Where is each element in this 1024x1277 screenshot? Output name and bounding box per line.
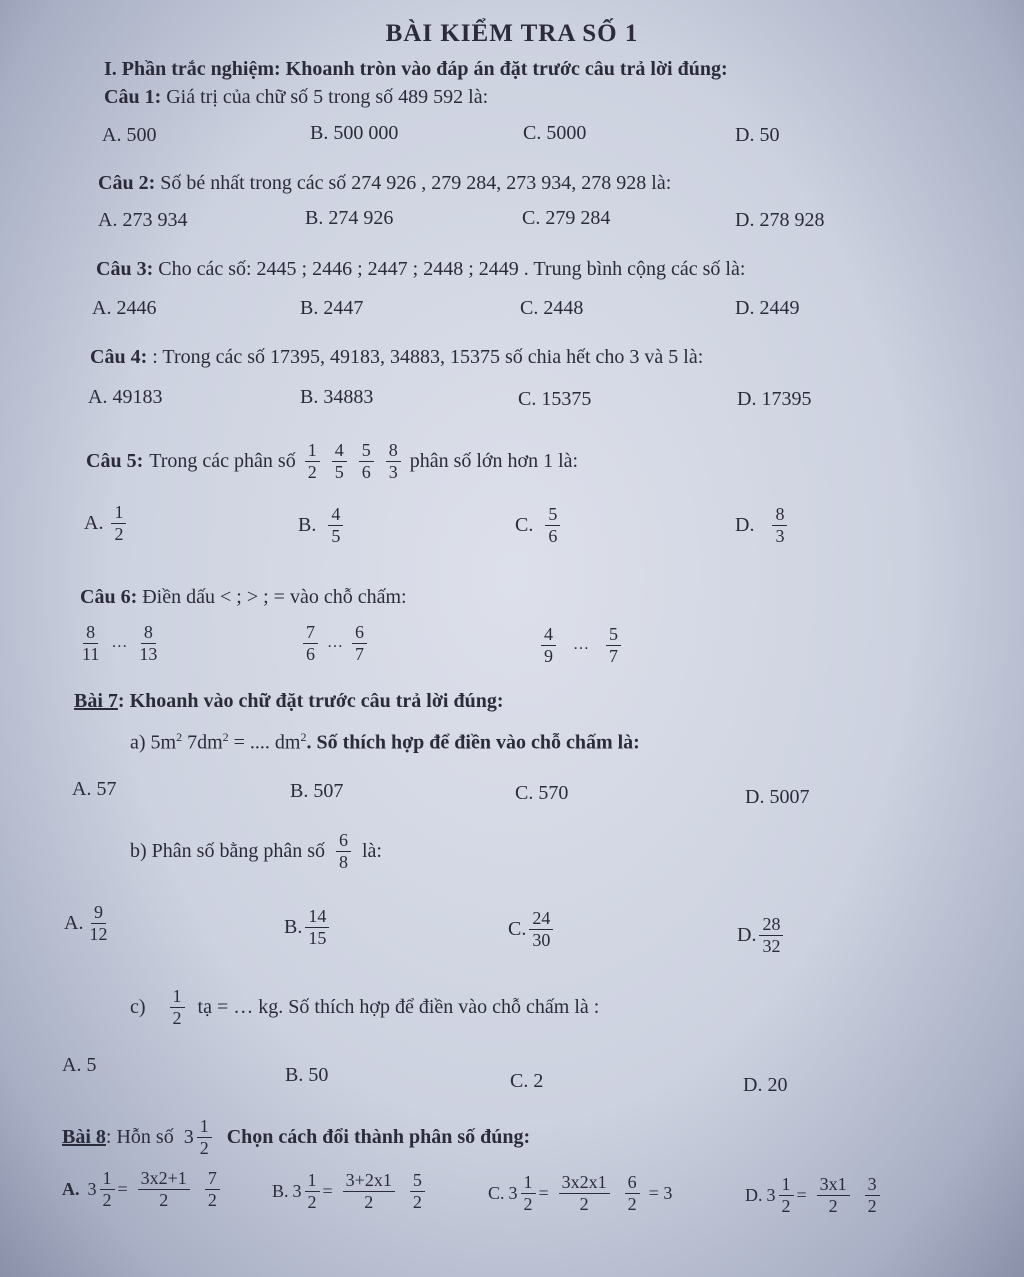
bai-7b-option-a[interactable] — [64, 902, 113, 944]
q6-1-left: $\frac{8}{11}$ — [82, 622, 100, 664]
bai-7c-option-a[interactable]: A. 5 — [62, 1054, 97, 1076]
question-4-text: : Trong các số 17395, 49183, 34883, 15375 số chia hết cho 3 và 5 là: — [152, 346, 704, 368]
q3-option-d[interactable]: D. 2449 — [735, 297, 800, 319]
bai-8-option-d-expr: $\frac{3x1}{2}$ — [817, 1174, 850, 1216]
bai-7a-sup-2: 2 — [222, 730, 229, 744]
bai-7b-fraction: $\frac{6}{8}$ — [336, 830, 351, 872]
bai-8-option-d-mixed: $\frac{1}{2}$ — [779, 1174, 794, 1216]
bai-8-option-b-label: B. — [272, 1180, 289, 1201]
question-6 — [80, 586, 407, 609]
q5-option-a-fraction: $\frac{1}{2}$ — [111, 502, 126, 544]
bai-8-option-a-mixed: $\frac{1}{2}$ — [100, 1168, 115, 1210]
bai-7b-option-c[interactable] — [508, 908, 556, 950]
bai-7b-option-c-label: C. — [508, 917, 527, 940]
question-3-label: Câu 3: — [96, 258, 154, 280]
bai-7c-option-b[interactable]: B. 50 — [285, 1064, 329, 1086]
bai-8-option-a-label: A. — [62, 1178, 80, 1199]
q6-comparison-3 — [538, 624, 624, 666]
bai-8-option-a-expr: $\frac{3x2+1}{2}$ — [138, 1168, 190, 1210]
q5-option-c-label: C. — [515, 513, 534, 536]
q5-option-c[interactable] — [515, 504, 563, 546]
bai-8-option-b[interactable]: B. 3 $\frac{1}{2}$ = $\frac{3+2x1}{2}$ $\frac{5}{2}$ — [272, 1170, 428, 1212]
bai-7-heading — [74, 690, 504, 713]
bai-8-option-a-result: $\frac{7}{2}$ — [205, 1168, 220, 1210]
bai-8-option-c-whole: 3 — [508, 1182, 518, 1203]
bai-7c-label: c) — [130, 995, 146, 1018]
bai-7c-fraction: $\frac{1}{2}$ — [170, 986, 185, 1028]
q6-1-blank[interactable]: … — [111, 634, 128, 652]
bai-7a-text-1: a) 5m — [130, 731, 177, 754]
q6-3-left: $\frac{4}{9}$ — [541, 624, 556, 666]
bai-7a-sup-1: 2 — [176, 730, 183, 744]
bai-7b-option-c-fraction: $\frac{24}{30}$ — [529, 908, 553, 950]
bai-8-label: Bài 8 — [62, 1125, 106, 1148]
bai-8-option-b-mixed: $\frac{1}{2}$ — [305, 1170, 320, 1212]
q3-option-b[interactable]: B. 2447 — [300, 297, 364, 319]
q6-comparison-2 — [300, 622, 370, 664]
bai-8-fraction: $\frac{1}{2}$ — [197, 1116, 212, 1158]
q6-comparison-1 — [76, 622, 163, 664]
question-6-text: Điền dấu < ; > ; = vào chỗ chấm: — [142, 586, 407, 608]
bai-7c-text: tạ = … kg. Số thích hợp để điền vào chỗ chấm là : — [197, 995, 600, 1018]
bai-7-part-c — [130, 986, 599, 1028]
bai-7a-sup-3: 2 — [300, 730, 307, 744]
q6-2-blank[interactable]: … — [327, 634, 343, 652]
bai-7a-option-b[interactable]: B. 507 — [290, 780, 344, 802]
question-5 — [86, 440, 578, 482]
question-5-suffix: phân số lớn hơn 1 là: — [409, 449, 579, 472]
bai-8-option-a[interactable]: A. 3 $\frac{1}{2}$ = $\frac{3x2+1}{2}$ $\frac{7}{2}$ — [62, 1168, 223, 1210]
bai-7b-suffix: là: — [361, 839, 382, 862]
q5-option-d-label: D. — [735, 513, 755, 536]
question-1-label: Câu 1: — [104, 86, 162, 108]
bai-7a-text-2: 7dm — [182, 731, 223, 754]
bai-7c-option-c[interactable]: C. 2 — [510, 1070, 544, 1092]
question-1 — [104, 86, 488, 109]
bai-7b-option-b-label: B. — [284, 915, 303, 938]
bai-8-option-c-expr: $\frac{3x2x1}{2}$ — [559, 1172, 610, 1214]
bai-8-option-c-result: $\frac{6}{2}$ — [625, 1172, 640, 1214]
question-2-text: Số bé nhất trong các số 274 926 , 279 284, 273 934, 278 928 là: — [160, 172, 672, 194]
q2-option-a[interactable]: A. 273 934 — [98, 209, 188, 231]
page-title: BÀI KIỂM TRA SỐ 1 — [385, 20, 639, 47]
q3-option-a[interactable]: A. 2446 — [92, 297, 157, 319]
q6-3-right: $\frac{5}{7}$ — [606, 624, 621, 666]
bai-8-option-d-whole: 3 — [766, 1184, 776, 1205]
question-2 — [98, 172, 671, 195]
bai-7c-option-d[interactable]: D. 20 — [743, 1074, 788, 1096]
q6-3-blank[interactable]: … — [573, 636, 589, 654]
bai-7b-option-b-fraction: $\frac{14}{15}$ — [305, 906, 329, 948]
question-4 — [90, 346, 703, 369]
q5-option-b[interactable] — [298, 504, 346, 546]
bai-7-part-b — [130, 830, 382, 872]
q5-option-c-fraction: $\frac{5}{6}$ — [545, 504, 560, 546]
bai-7b-option-a-fraction: $\frac{9}{12}$ — [89, 902, 108, 944]
bai-8-option-d-label: D. — [745, 1184, 763, 1205]
q5-fraction-2: $\frac{4}{5}$ — [332, 440, 347, 482]
bai-8-option-a-whole: 3 — [87, 1178, 97, 1199]
bai-7a-text-4: . Số thích hợp để điền vào chỗ chấm là: — [306, 731, 640, 754]
bai-8-text-2: Chọn cách đổi thành phân số đúng: — [226, 1125, 531, 1148]
bai-8-option-b-result: $\frac{5}{2}$ — [410, 1170, 425, 1212]
q1-option-d[interactable]: D. 50 — [735, 124, 780, 146]
bai-7a-text-3: = .... dm — [228, 731, 301, 754]
q6-1-right: $\frac{8}{13}$ — [139, 622, 158, 664]
bai-7b-text: b) Phân số bằng phân số — [130, 839, 325, 862]
q5-option-b-label: B. — [298, 513, 317, 536]
bai-8-whole: 3 — [183, 1125, 194, 1148]
bai-8-text-1: : Hỗn số — [105, 1125, 174, 1148]
q1-option-a[interactable]: A. 500 — [102, 124, 157, 146]
q1-option-c[interactable]: C. 5000 — [523, 122, 587, 144]
bai-8-option-c-label: C. — [488, 1182, 505, 1203]
q5-option-a[interactable] — [84, 502, 129, 544]
q5-option-a-label: A. — [84, 511, 104, 534]
q4-option-a[interactable]: A. 49183 — [88, 386, 163, 408]
bai-8-option-d-result: $\frac{3}{2}$ — [865, 1174, 880, 1216]
bai-8-option-c[interactable]: C. 3 $\frac{1}{2}$ = $\frac{3x2x1}{2}$ $\frac{6}{2}$ = 3 — [488, 1172, 673, 1214]
q4-option-b[interactable]: B. 34883 — [300, 386, 374, 408]
question-3 — [96, 258, 745, 281]
question-2-label: Câu 2: — [98, 172, 156, 194]
bai-7-part-a — [130, 730, 640, 755]
question-5-label: Câu 5: — [86, 449, 144, 472]
bai-7a-option-a[interactable]: A. 57 — [72, 778, 117, 800]
question-4-label: Câu 4: — [90, 346, 148, 368]
q5-fraction-4: $\frac{8}{3}$ — [386, 440, 401, 482]
bai-7b-option-b[interactable] — [284, 906, 332, 948]
q5-option-b-fraction: $\frac{4}{5}$ — [328, 504, 343, 546]
q3-option-c[interactable]: C. 2448 — [520, 297, 584, 319]
q6-2-right: $\frac{6}{7}$ — [352, 622, 367, 664]
bai-7b-option-d-fraction: $\frac{28}{32}$ — [759, 914, 783, 956]
question-5-prefix: Trong các phân số — [149, 449, 296, 472]
q1-option-b[interactable]: B. 500 000 — [310, 122, 399, 144]
bai-7a-option-c[interactable]: C. 570 — [515, 782, 569, 804]
q4-option-d[interactable]: D. 17395 — [737, 388, 812, 410]
q2-option-d[interactable]: D. 278 928 — [735, 209, 825, 231]
q2-option-c[interactable]: C. 279 284 — [522, 207, 611, 229]
question-6-label: Câu 6: — [80, 586, 138, 608]
bai-7a-option-d[interactable]: D. 5007 — [745, 786, 810, 808]
question-3-text: Cho các số: 2445 ; 2446 ; 2447 ; 2448 ; 2449 . Trung bình cộng các số là: — [158, 258, 746, 280]
bai-7-label: Bài 7 — [74, 690, 118, 712]
bai-8-option-c-mixed: $\frac{1}{2}$ — [521, 1172, 536, 1214]
question-1-text: Giá trị của chữ số 5 trong số 489 592 là: — [166, 86, 489, 108]
bai-8-option-b-whole: 3 — [292, 1180, 302, 1201]
bai-7-text: : Khoanh vào chữ đặt trước câu trả lời đúng: — [117, 690, 504, 712]
bai-8-option-c-tail: = 3 — [648, 1182, 673, 1203]
section-heading: I. Phần trắc nghiệm: Khoanh tròn vào đáp án đặt trước câu trả lời đúng: — [104, 58, 728, 80]
q5-fraction-3: $\frac{5}{6}$ — [359, 440, 374, 482]
q5-option-d-fraction: $\frac{8}{3}$ — [772, 504, 787, 546]
bai-8-heading — [62, 1116, 530, 1158]
bai-7b-option-d[interactable] — [737, 914, 786, 956]
bai-8-option-b-expr: $\frac{3+2x1}{2}$ — [343, 1170, 395, 1212]
bai-7b-option-d-label: D. — [737, 923, 757, 946]
q5-fraction-1: $\frac{1}{2}$ — [305, 440, 320, 482]
q5-option-d[interactable] — [735, 504, 790, 546]
q6-2-left: $\frac{7}{6}$ — [303, 622, 318, 664]
bai-8-option-d[interactable]: D. 3 $\frac{1}{2}$ = $\frac{3x1}{2}$ $\frac{3}{2}$ — [745, 1174, 883, 1216]
bai-7b-option-a-label: A. — [64, 911, 84, 934]
q4-option-c[interactable]: C. 15375 — [518, 388, 592, 410]
q2-option-b[interactable]: B. 274 926 — [305, 207, 394, 229]
